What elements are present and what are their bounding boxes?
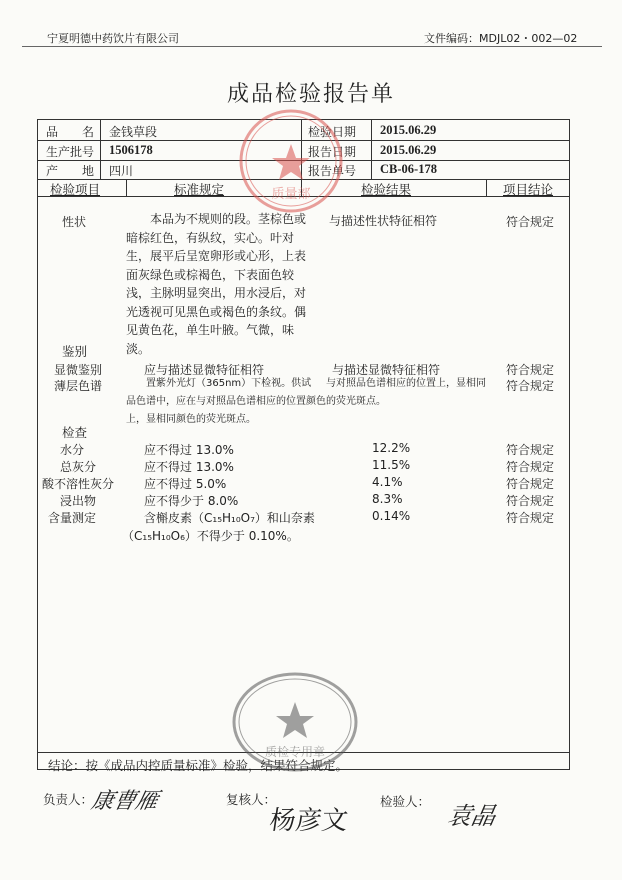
qc-seal-stamp	[230, 670, 360, 775]
character-conclusion: 符合规定	[506, 215, 555, 229]
quality-dept-stamp	[236, 106, 346, 216]
inspection-section: 检查	[62, 425, 88, 440]
header-rule	[22, 46, 602, 47]
extract-name: 浸出物	[60, 494, 97, 508]
assay-result: 0.14%	[372, 509, 411, 523]
assay-name: 含量测定	[48, 511, 97, 525]
origin-label: 产 地	[46, 164, 95, 178]
ash-name: 总灰分	[60, 460, 97, 474]
report-date-label: 报告日期	[308, 145, 357, 159]
reviewer-signature: 杨彦文	[267, 806, 350, 836]
micro-standard: 应与描述显微特征相符	[144, 363, 265, 377]
identification-section: 鉴别	[62, 344, 88, 359]
acid-ash-standard: 应不得过 5.0%	[144, 477, 227, 491]
micro-result: 与描述显微特征相符	[332, 363, 441, 377]
report-no-label: 报告单号	[308, 164, 357, 178]
moisture-standard: 应不得过 13.0%	[144, 443, 234, 457]
extract-standard: 应不得少于 8.0%	[144, 494, 239, 508]
character-result: 与描述性状特征相符	[329, 214, 438, 228]
doc-number: 文件编码：MDJL02・002—02	[424, 32, 578, 45]
page-title: 成品检验报告单	[226, 82, 395, 107]
assay-conclusion: 符合规定	[506, 511, 555, 525]
tlc-conclusion: 符合规定	[506, 379, 555, 393]
product-label: 品 名	[46, 125, 95, 139]
col-standard: 标准规定	[174, 182, 225, 197]
assay-standard-line2: （C₁₅H₁₀O₆）不得少于 0.10%。	[122, 529, 299, 543]
col-result: 检验结果	[361, 182, 412, 197]
moisture-result: 12.2%	[372, 441, 411, 455]
ash-result: 11.5%	[372, 458, 411, 472]
origin-value: 四川	[109, 164, 134, 178]
ash-conclusion: 符合规定	[506, 460, 555, 474]
acid-ash-name: 酸不溶性灰分	[42, 477, 115, 491]
character-standard: 本品为不规则的段。茎棕色或暗棕红色，有纵纹，实心。叶对生，展平后呈宽卵形或心形，上表面灰绿色或棕褐色，下表面色较浅，主脉明显突出，用水浸后，对光透视可见黑色或褐色的条纹。偶见黄色花，单生叶腋。气微，味淡。	[126, 212, 307, 356]
stamp-bottom-text: 质检专用章	[264, 745, 326, 759]
acid-ash-result: 4.1%	[372, 475, 403, 489]
tlc-result: 与对照品色谱相应的位置上，显相同颜色的荧光斑点。	[306, 378, 486, 407]
acid-ash-conclusion: 符合规定	[506, 477, 555, 491]
col-item: 检验项目	[50, 182, 101, 197]
character-name: 性状	[62, 215, 87, 229]
extract-result: 8.3%	[372, 492, 403, 506]
reviewer-label: 复核人：	[226, 792, 277, 807]
batch-value: 1506178	[109, 143, 153, 157]
moisture-name: 水分	[60, 443, 85, 457]
tlc-name: 薄层色谱	[54, 379, 103, 393]
tlc-standard: 置紫外光灯（365nm）下检视。供试品色谱中，应在与对照品色谱相应的位置上，显相同颜色的荧光斑点。	[126, 378, 312, 425]
assay-standard-line1: 含槲皮素（C₁₅H₁₀O₇）和山奈素	[144, 511, 315, 525]
inspect-date-label: 检验日期	[308, 125, 357, 139]
moisture-conclusion: 符合规定	[506, 443, 555, 457]
company-name: 宁夏明德中药饮片有限公司	[47, 32, 179, 45]
ash-standard: 应不得过 13.0%	[144, 460, 234, 474]
micro-name: 显微鉴别	[54, 363, 103, 377]
batch-label: 生产批号	[46, 145, 95, 159]
product-value: 金钱草段	[109, 125, 158, 139]
inspect-date-value: 2015.06.29	[380, 123, 437, 137]
report-date-value: 2015.06.29	[380, 143, 437, 157]
responsible-signature: 康曹雁	[88, 789, 161, 814]
inspector-label: 检验人：	[380, 794, 431, 809]
report-no-value: CB-06-178	[380, 162, 437, 176]
stamp-top-text: 质量部	[271, 187, 311, 202]
inspector-signature: 袁晶	[445, 802, 499, 830]
extract-conclusion: 符合规定	[506, 494, 555, 508]
micro-conclusion: 符合规定	[506, 363, 555, 377]
responsible-label: 负责人：	[43, 792, 94, 807]
conclusion-text: 结论：按《成品内控质量标准》检验，结果符合规定。	[48, 758, 349, 773]
col-conclusion: 项目结论	[503, 182, 554, 197]
